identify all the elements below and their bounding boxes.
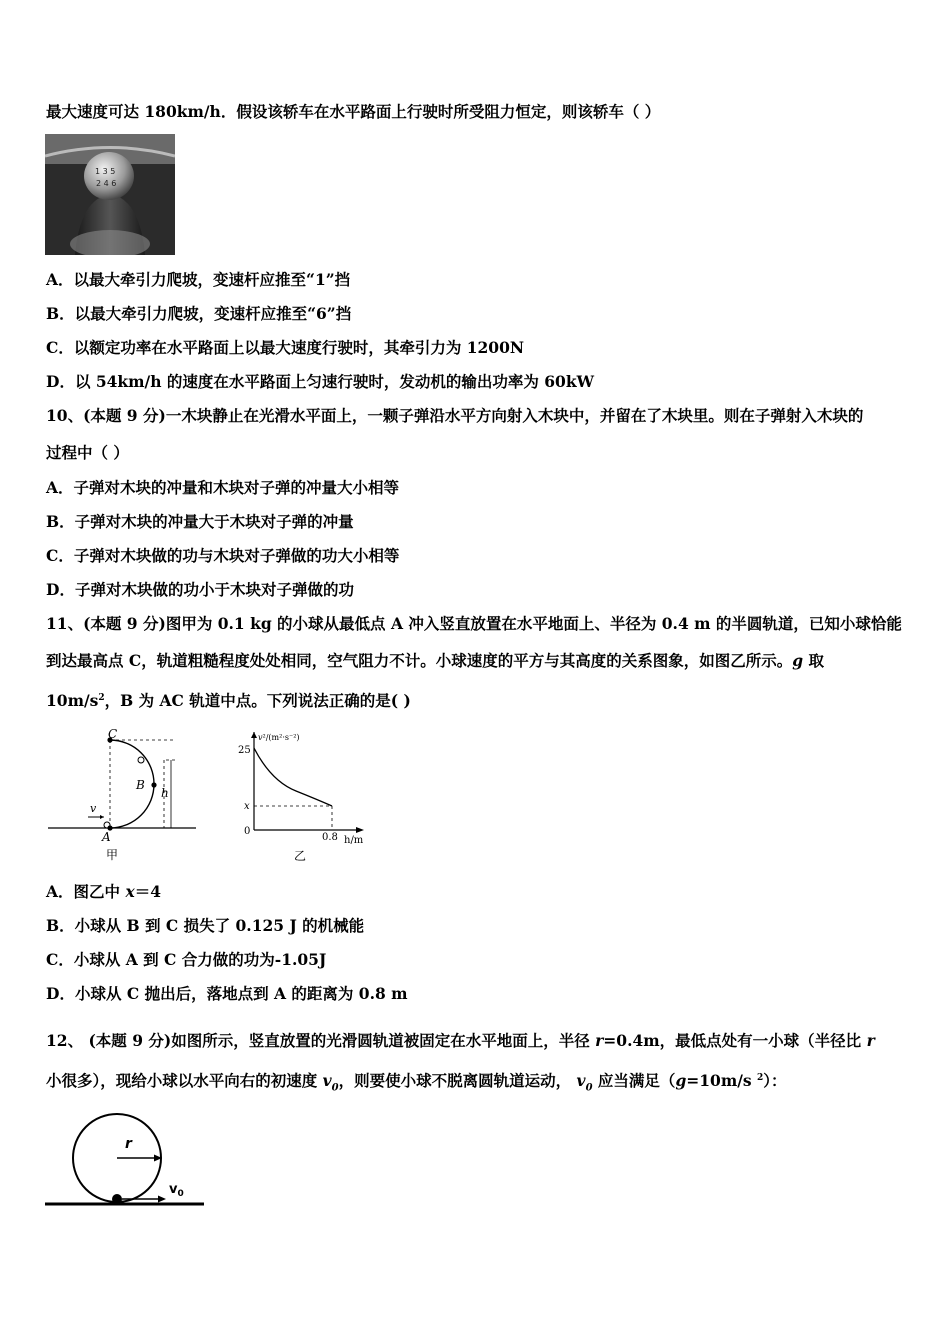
figure-circular-track bbox=[44, 1106, 209, 1210]
y-tick-25: 25 bbox=[238, 745, 251, 756]
q10-stem-line1: 10、(本题 9 分)一木块静止在光滑水平面上，一颗子弹沿水平方向射入木块中，并留在了木块里。则在子弹射入木块的 bbox=[46, 406, 864, 425]
q9-option-d: D．以 54km/h 的速度在水平路面上匀速行驶时，发动机的输出功率为 60kW bbox=[46, 372, 594, 391]
q11-option-c: C．小球从 A 到 C 合力做的功为-1.05J bbox=[46, 950, 327, 969]
q11-stem-line2: 到达最高点 C，轨道粗糙程度处处相同，空气阻力不计。小球速度的平方与其高度的关系图象，如图乙所示。g 取 bbox=[46, 651, 824, 670]
label-b: B bbox=[136, 778, 145, 792]
small-ball bbox=[112, 1194, 122, 1204]
q12-stem-line1: 12、 (本题 9 分)如图所示，竖直放置的光滑圆轨道被固定在水平地面上，半径 r=0.4m，最低点处有一小球（半径比 r bbox=[46, 1031, 875, 1050]
y-axis-label: v²/(m²·s⁻²) bbox=[258, 733, 300, 742]
y-tick-x: x bbox=[244, 801, 250, 812]
q11-stem-line3: $10m/s^2$，B 为 AC 轨道中点。下列说法正确的是( ) bbox=[46, 691, 411, 711]
q9-intro: 最大速度可达 180km/h．假设该轿车在水平路面上行驶时所受阻力恒定，则该轿车（ ） bbox=[46, 102, 661, 121]
q10-option-d: D．子弹对木块做的功小于木块对子弹做的功 bbox=[46, 580, 354, 599]
q9-option-b: B．以最大牵引力爬坡，变速杆应推至“6”挡 bbox=[46, 304, 352, 323]
q12-stem-line2: 小很多），现给小球以水平向右的初速度 $v_0$，则要使小球不脱离圆轨道运动， $v_0$ 应当满足（g=10m/s $^2$）： bbox=[46, 1071, 787, 1094]
q11-option-a: A．图乙中 x＝4 bbox=[46, 882, 161, 901]
label-c: C bbox=[108, 727, 118, 741]
label-h: h bbox=[161, 786, 169, 800]
label-v: v bbox=[90, 802, 97, 815]
figure-yi bbox=[236, 726, 386, 866]
figure-jia bbox=[46, 726, 196, 866]
x-axis-label: h/m bbox=[344, 835, 364, 846]
gear-labels-bottom: 2 4 6 bbox=[96, 179, 117, 188]
q10-stem-line2: 过程中（ ） bbox=[46, 443, 129, 462]
q11-stem-line1: 11、(本题 9 分)图甲为 0.1 kg 的小球从最低点 A 冲入竖直放置在水平地面上、半径为 0.4 m 的半圆轨道，已知小球恰能 bbox=[46, 614, 902, 633]
q10-option-a: A．子弹对木块的冲量和木块对子弹的冲量大小相等 bbox=[46, 478, 400, 497]
q9-option-a: A．以最大牵引力爬坡，变速杆应推至“1”挡 bbox=[46, 270, 351, 289]
gear-knob bbox=[84, 152, 134, 200]
q10-option-b: B．子弹对木块的冲量大于木块对子弹的冲量 bbox=[46, 512, 354, 531]
q9-option-c: C．以额定功率在水平路面上以最大速度行驶时，其牵引力为 1200N bbox=[46, 338, 525, 357]
x-tick-0-8: 0.8 bbox=[322, 832, 338, 843]
label-a: A bbox=[102, 830, 111, 844]
q10-option-c: C．子弹对木块做的功与木块对子弹做的功大小相等 bbox=[46, 546, 400, 565]
gear-shift-photo bbox=[45, 134, 175, 255]
caption-yi: 乙 bbox=[294, 849, 307, 863]
label-r: r bbox=[125, 1136, 132, 1152]
ball-upper bbox=[138, 757, 144, 763]
point-b bbox=[151, 782, 156, 787]
q11-option-b: B．小球从 B 到 C 损失了 0.125 J 的机械能 bbox=[46, 916, 365, 935]
semicircle-track bbox=[110, 740, 154, 828]
label-v0: $v_0$ bbox=[169, 1182, 184, 1199]
gear-labels-top: 1 3 5 bbox=[95, 167, 116, 176]
q11-option-d: D．小球从 C 抛出后，落地点到 A 的距离为 0.8 m bbox=[46, 984, 408, 1003]
caption-jia: 甲 bbox=[106, 848, 119, 862]
curve-v2-vs-h bbox=[254, 748, 332, 806]
origin-label: 0 bbox=[244, 826, 251, 837]
